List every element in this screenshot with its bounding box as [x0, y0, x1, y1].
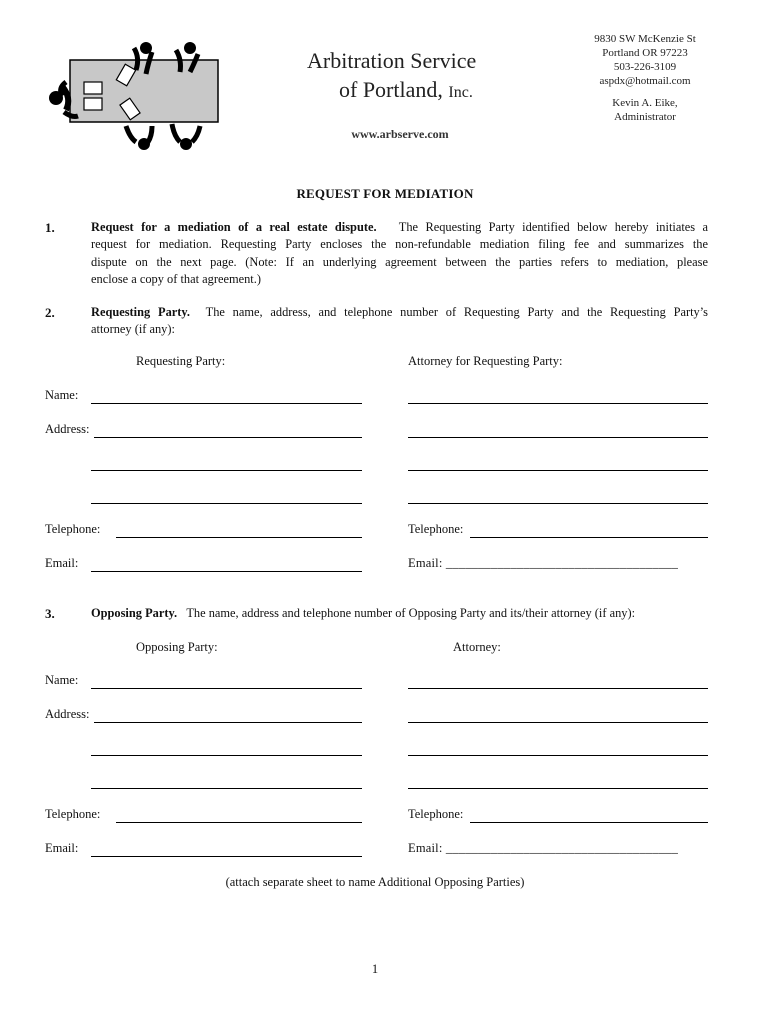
s3-telephone-field[interactable] [116, 822, 362, 823]
website-link[interactable]: www.arbserve.com [351, 127, 449, 141]
s3-address-field-2[interactable] [91, 755, 362, 756]
address-line2: Portland OR 97223 [602, 47, 688, 59]
s3-attorney-email-field[interactable]: Email: ____________________________________ [408, 841, 679, 855]
s2-attorney-telephone-label: Telephone: [408, 522, 464, 536]
s3-attorney-address-field-1[interactable] [408, 722, 708, 723]
s2-attorney-address-field-2[interactable] [408, 470, 708, 471]
section2-text-line2: attorney (if any): [91, 322, 175, 337]
admin-name: Kevin A. Eike, [612, 97, 678, 109]
s2-email-field[interactable] [91, 571, 362, 572]
s2-attorney-address-field-1[interactable] [408, 437, 708, 438]
s3-attorney-telephone-field[interactable] [470, 822, 708, 823]
s2-address-label: Address: [45, 422, 90, 436]
org-name-line1: Arbitration Service [307, 48, 477, 73]
section3-number: 3. [45, 606, 55, 621]
address-line1: 9830 SW McKenzie St [594, 33, 696, 45]
s2-attorney-telephone-field[interactable] [470, 537, 708, 538]
section1-line2: request for mediation. Requesting Party encloses the non-refundable mediation filing fee and summarizes the [91, 237, 708, 252]
s2-attorney-address-field-3[interactable] [408, 503, 708, 504]
s3-attorney-address-field-2[interactable] [408, 755, 708, 756]
s2-attorney-email-field[interactable]: Email: ____________________________________ [408, 556, 679, 570]
section1-number: 1. [45, 220, 55, 235]
section2-paragraph [91, 304, 708, 339]
s3-email-label: Email: [45, 841, 79, 855]
conference-table-logo-icon [48, 40, 220, 152]
admin-title: Administrator [614, 111, 676, 123]
requesting-party-heading: Requesting Party: [136, 354, 226, 368]
section1-paragraph [91, 219, 708, 289]
section1-line3: dispute on the next page. (Note: If an underlying agreement between the parties refers to mediation, please [91, 254, 708, 269]
s2-address-field-2[interactable] [91, 470, 362, 471]
contact-block [580, 32, 710, 124]
page-number: 1 [371, 962, 379, 976]
s3-telephone-label: Telephone: [45, 807, 101, 821]
requesting-attorney-heading: Attorney for Requesting Party: [408, 354, 563, 368]
s2-address-field-3[interactable] [91, 503, 362, 504]
s3-name-label: Name: [45, 673, 79, 687]
section3-text: The name, address and telephone number of Opposing Party and its/their attorney (if any): [186, 606, 636, 620]
organization-name [300, 46, 510, 107]
section3-heading: Opposing Party. [91, 606, 178, 620]
s3-attorney-address-field-3[interactable] [408, 788, 708, 789]
section1-heading: Request for a mediation of a real estate dispute. [91, 220, 377, 234]
org-inc: Inc. [448, 84, 473, 101]
s2-address-field-1[interactable] [94, 437, 362, 438]
email-address[interactable]: aspdx@hotmail.com [599, 75, 691, 87]
s2-name-label: Name: [45, 388, 79, 402]
opposing-attorney-heading: Attorney: [453, 640, 501, 654]
s3-attorney-telephone-label: Telephone: [408, 807, 464, 821]
s3-email-field[interactable] [91, 856, 362, 857]
s3-address-label: Address: [45, 707, 90, 721]
opposing-party-heading: Opposing Party: [136, 640, 218, 654]
additional-parties-note: (attach separate sheet to name Additional Opposing Parties) [225, 875, 525, 889]
s2-telephone-field[interactable] [116, 537, 362, 538]
section1-line4: enclose a copy of that agreement.) [91, 272, 261, 287]
s2-email-label: Email: [45, 556, 79, 570]
s2-attorney-name-field[interactable] [408, 403, 708, 404]
s3-attorney-name-field[interactable] [408, 688, 708, 689]
document-title: REQUEST FOR MEDIATION [296, 186, 474, 201]
section2-text-line1: The name, address, and telephone number of Requesting Party and the Requesting Party’s [205, 305, 708, 319]
s3-name-field[interactable] [91, 688, 362, 689]
section2-number: 2. [45, 305, 55, 320]
section3-paragraph [91, 605, 711, 622]
s2-telephone-label: Telephone: [45, 522, 101, 536]
section2-heading: Requesting Party. [91, 305, 191, 319]
s2-name-field[interactable] [91, 403, 362, 404]
org-name-line2: of Portland, [339, 77, 443, 102]
s3-address-field-1[interactable] [94, 722, 362, 723]
s3-address-field-3[interactable] [91, 788, 362, 789]
phone-number: 503-226-3109 [613, 61, 677, 73]
section1-line1: The Requesting Party identified below hereby initiates a [398, 220, 708, 234]
